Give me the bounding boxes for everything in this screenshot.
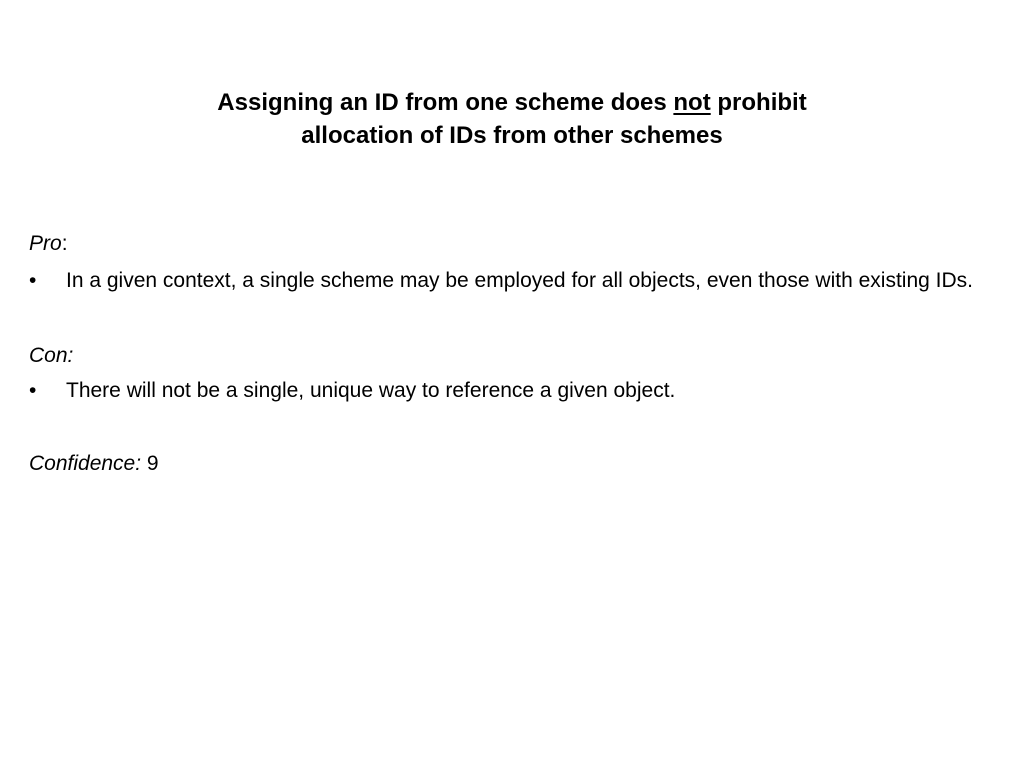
pro-label: Pro bbox=[29, 232, 62, 255]
title-line2: allocation of IDs from other schemes bbox=[301, 122, 723, 149]
slide-title bbox=[0, 86, 1024, 152]
title-line1-end: prohibit bbox=[710, 89, 807, 116]
con-bullet-item bbox=[29, 376, 989, 406]
pro-colon: : bbox=[61, 232, 68, 255]
title-line1-start: Assigning an ID from one scheme does bbox=[217, 89, 674, 116]
confidence-label: Confidence: bbox=[29, 452, 142, 475]
slide-body bbox=[29, 228, 989, 480]
pro-bullet-text: In a given context, a single scheme may be employed for all objects, even those with existing IDs. bbox=[66, 269, 973, 292]
con-heading bbox=[29, 340, 989, 372]
confidence-value: 9 bbox=[146, 452, 159, 475]
title-underlined-word: not bbox=[673, 89, 711, 116]
confidence-line bbox=[29, 448, 989, 480]
bullet-icon: • bbox=[29, 269, 37, 292]
con-bullet-text: There will not be a single, unique way to reference a given object. bbox=[66, 379, 676, 402]
pro-heading bbox=[29, 228, 989, 260]
pro-bullet-item bbox=[29, 266, 989, 296]
bullet-icon: • bbox=[29, 379, 37, 402]
con-label: Con: bbox=[29, 344, 74, 367]
